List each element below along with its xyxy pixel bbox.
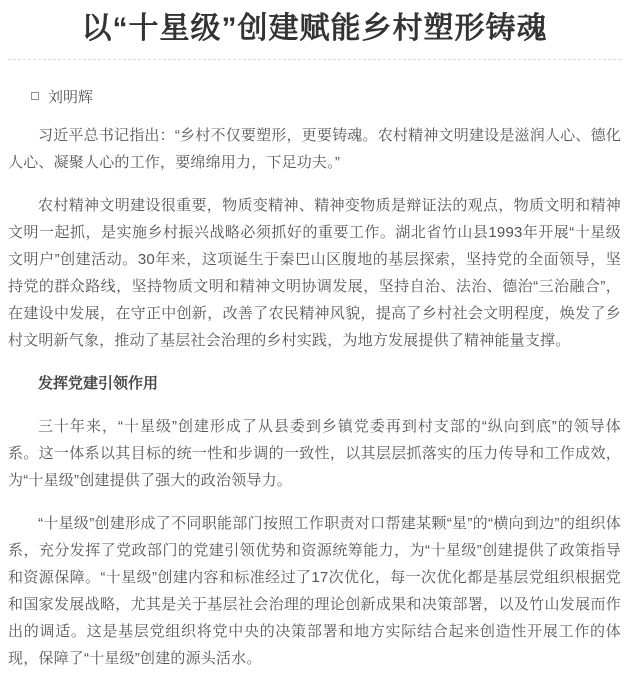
article-title: 以“十星级”创建赋能乡村塑形铸魂 <box>81 12 548 45</box>
paragraph: “十星级”创建形成了不同职能部门按照工作职责对口帮建某颗“星”的“横向到边”的组织体系，充分发挥了党政部门的党建引领优势和资源统筹能力，为“十星级”创建提供了政策指导和资源保障。“十星级”创建内容和标准经过了17次优化，每一次优化都是基层党组织根据党和国家发展战略，尤其是关于基层社会治理的理论创新成果和决策部署，以及竹山发展而作出的调适。这是基层党组织将党中央的决策部署和地方实际结合起来创造性开展工作的体现，保障了“十星级”创建的源头活水。 <box>8 515 621 667</box>
article-body <box>8 122 621 672</box>
paragraph: 农村精神文明建设很重要，物质变精神、精神变物质是辩证法的观点，物质文明和精神文明一起抓，是实施乡村振兴战略必须抓好的重要工作。湖北省竹山县1993年开展“十星级文明户”创建活动。30年来，这项诞生于秦巴山区腹地的基层探索，坚持党的全面领导，坚持党的群众路线，坚持物质文明和精神文明协调发展，坚持自治、法治、德治“三治融合”，在建设中发展，在守正中创新，改善了农民精神风貌，提高了乡村社会文明程度，焕发了乡村文明新气象，推动了基层社会治理的乡村实践，为地方发展提供了精神能量支撑。 <box>8 197 621 349</box>
paragraph: 三十年来，“十星级”创建形成了从县委到乡镇党委再到村支部的“纵向到底”的领导体系。这一体系以其目标的统一性和步调的一致性，以其层层抓落实的压力传导和工作成效，为“十星级”创建提供了强大的政治领导力。 <box>8 418 621 489</box>
square-bullet-icon <box>31 92 39 100</box>
author-line <box>8 86 621 106</box>
paragraph: 习近平总书记指出：“乡村不仅要塑形，更要铸魂。农村精神文明建设是滋润人心、德化人心、凝聚人心的工作，要绵绵用力，下足功夫。” <box>8 127 621 171</box>
section-heading: 发挥党建引领作用 <box>38 375 159 392</box>
title-divider <box>8 59 621 60</box>
author-name: 刘明辉 <box>48 88 94 106</box>
